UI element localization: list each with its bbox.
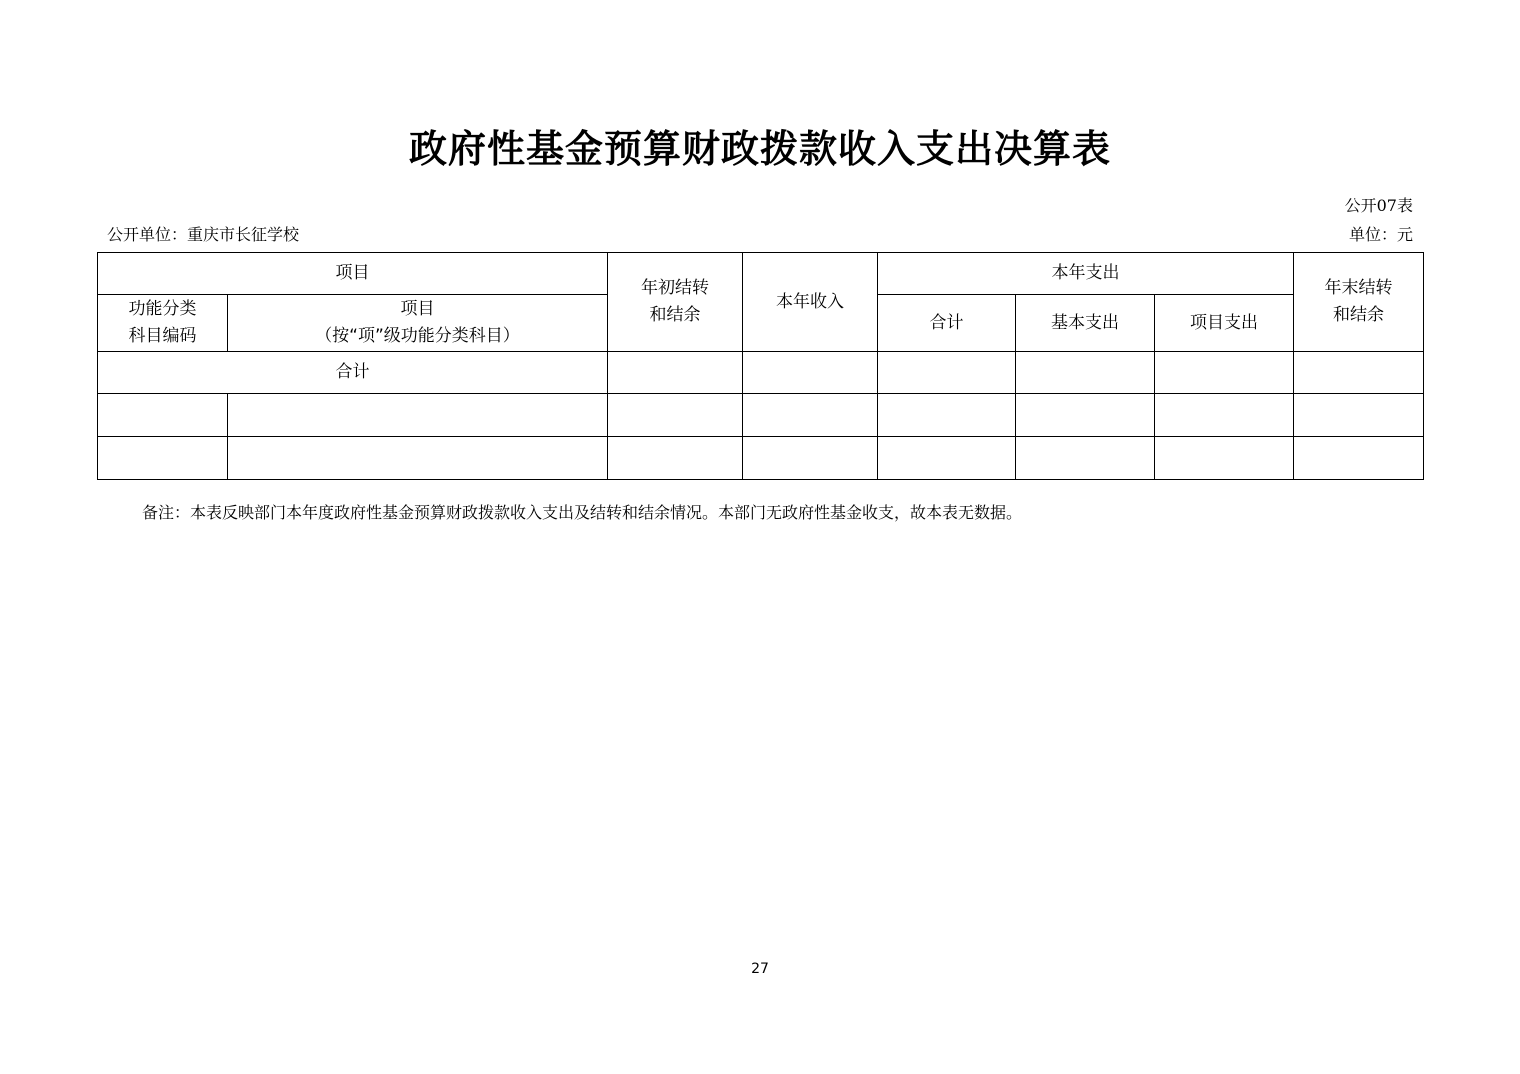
header-end-balance <box>1294 253 1424 352</box>
total-income-cell <box>743 352 878 394</box>
header-func-code-line2: 科目编码 <box>128 326 197 346</box>
header-func-code-line1: 功能分类 <box>128 299 197 319</box>
expense-project-cell <box>1155 437 1294 480</box>
header-end-balance-line1: 年末结转 <box>1324 278 1393 298</box>
end-cell <box>1294 437 1424 480</box>
income-cell <box>743 437 878 480</box>
table-number: 公开07表 <box>1344 196 1413 215</box>
page-title: 政府性基金预算财政拨款收入支出决算表 <box>408 127 1111 171</box>
header-begin-balance <box>608 253 743 352</box>
expense-basic-cell <box>1016 437 1155 480</box>
header-expense-total: 合计 <box>878 295 1016 352</box>
header-item-group: 项目 <box>98 253 608 295</box>
header-expense-project: 项目支出 <box>1155 295 1294 352</box>
item-cell <box>228 394 608 437</box>
header-begin-balance-line1: 年初结转 <box>641 278 709 298</box>
total-begin-cell <box>608 352 743 394</box>
total-row <box>98 352 1424 394</box>
total-expense-total-cell <box>878 352 1016 394</box>
expense-total-cell <box>878 437 1016 480</box>
expense-basic-cell <box>1016 394 1155 437</box>
begin-cell <box>608 437 743 480</box>
expense-total-cell <box>878 394 1016 437</box>
total-label: 合计 <box>98 352 608 394</box>
header-item-line2: （按“项”级功能分类科目） <box>315 326 520 346</box>
header-end-balance-line2: 和结余 <box>1333 305 1384 325</box>
header-expense-basic: 基本支出 <box>1016 295 1155 352</box>
header-expense-group: 本年支出 <box>878 253 1294 295</box>
income-cell <box>743 394 878 437</box>
item-cell <box>228 437 608 480</box>
code-cell <box>98 437 228 480</box>
header-begin-balance-line2: 和结余 <box>649 305 701 325</box>
currency-unit: 单位：元 <box>1348 225 1413 244</box>
header-func-code <box>98 295 228 352</box>
header-item-line1: 项目 <box>400 299 435 319</box>
total-expense-basic-cell <box>1016 352 1155 394</box>
total-end-cell <box>1294 352 1424 394</box>
header-item <box>228 295 608 352</box>
table-note: 备注：本表反映部门本年度政府性基金预算财政拨款收入支出及结转和结余情况。本部门无政府性基金收支，故本表无数据。 <box>142 503 1023 522</box>
code-cell <box>98 394 228 437</box>
header-income: 本年收入 <box>743 253 878 352</box>
page-number: 27 <box>751 961 769 977</box>
fund-budget-table <box>97 252 1424 480</box>
expense-project-cell <box>1155 394 1294 437</box>
end-cell <box>1294 394 1424 437</box>
table-row <box>98 394 1424 437</box>
table-row <box>98 437 1424 480</box>
begin-cell <box>608 394 743 437</box>
header-row-1 <box>98 253 1424 295</box>
reporting-unit: 公开单位：重庆市长征学校 <box>107 225 300 244</box>
total-expense-project-cell <box>1155 352 1294 394</box>
